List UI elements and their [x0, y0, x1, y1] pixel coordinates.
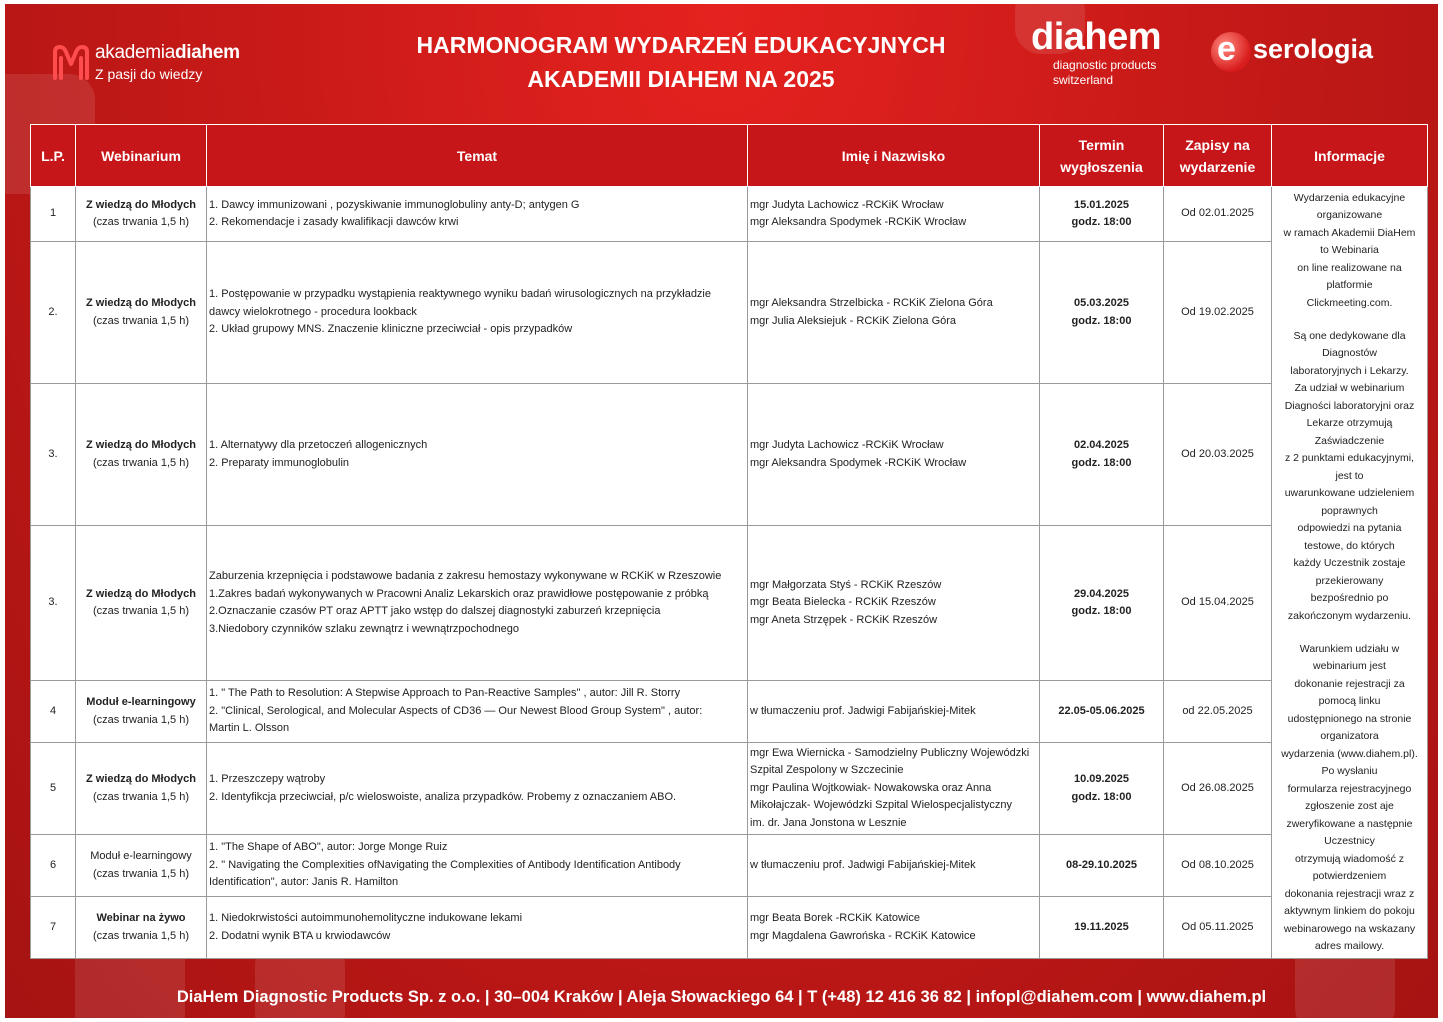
cell-topic	[207, 242, 748, 384]
cell-info	[1272, 187, 1428, 959]
diahem-logo	[1031, 18, 1211, 88]
speaker-line: w tłumaczeniu prof. Jadwigi Fabijańskiej-Mitek	[750, 858, 976, 871]
topic-line: 1. Postępowanie w przypadku wystąpienia reaktywnego wyniku badań wirusologicznych na przykładzie	[209, 288, 711, 301]
topic-line: 1. "The Shape of ABO", autor: Jorge Monge Ruiz	[209, 841, 448, 854]
topic-line: 3.Niedobory czynników szlaku zewnątrz i wewnątrzpochodnego	[209, 622, 519, 635]
term-time: godz. 18:00	[1071, 605, 1132, 617]
diahem-subtitle-1: diagnostic products	[1053, 58, 1157, 72]
webinar-type: Z wiedzą do Młodych	[85, 587, 196, 600]
term-date: 15.01.2025	[1073, 198, 1130, 211]
info-line: każdy Uczestnik zostaje	[1293, 557, 1406, 569]
diahem-wordmark: diahem	[1031, 16, 1162, 58]
cell-lp	[31, 743, 76, 835]
lp-value: 4	[49, 704, 57, 717]
info-line: Wydarzenia edukacyjne	[1293, 191, 1406, 204]
signup-date: Od 19.02.2025	[1181, 305, 1254, 318]
cell-signup	[1164, 835, 1272, 897]
cell-webinar	[76, 384, 207, 526]
speaker-line: mgr Aleksandra Strzelbicka - RCKiK Zielona Góra	[750, 297, 993, 309]
info-line: dokonania rejestracji wraz z	[1284, 887, 1415, 900]
cell-speakers	[748, 681, 1040, 743]
info-line: zakończonym wydarzeniu.	[1287, 609, 1412, 622]
diahem-subtitle-2: switzerland	[1053, 73, 1114, 87]
table-body	[31, 187, 1428, 959]
lp-value: 2.	[48, 305, 58, 318]
cell-lp	[31, 681, 76, 743]
topic-line: 1. Przeszczepy wątroby	[209, 773, 326, 785]
cell-speakers	[748, 384, 1040, 526]
webinar-duration: (czas trwania 1,5 h)	[93, 216, 189, 228]
topic-line: 2. Układ grupowy MNS. Znaczenie kliniczne przeciwciał - opis przypadków	[209, 323, 573, 336]
lp-value: 1	[49, 207, 57, 220]
col-header-term: Termin wygłoszenia	[1040, 125, 1164, 187]
speaker-line: mgr Aleksandra Spodymek -RCKiK Wrocław	[750, 456, 967, 469]
webinar-type: Webinar na żywo	[96, 912, 186, 924]
table-row	[31, 242, 1428, 384]
cell-speakers	[748, 743, 1040, 835]
info-line: bezpośrednio po	[1310, 592, 1389, 604]
webinar-duration: (czas trwania 1,5 h)	[93, 867, 189, 880]
cell-webinar	[76, 897, 207, 959]
term-date: 29.04.2025	[1073, 587, 1130, 600]
signup-date: Od 15.04.2025	[1181, 596, 1254, 609]
cell-term	[1040, 681, 1164, 743]
signup-date: Od 02.01.2025	[1181, 207, 1254, 220]
cell-term	[1040, 384, 1164, 526]
speaker-line: w tłumaczeniu prof. Jadwigi Fabijańskiej-Mitek	[750, 704, 976, 717]
term-date: 08-29.10.2025	[1066, 858, 1137, 871]
table-row	[31, 681, 1428, 743]
signup-date: od 22.05.2025	[1182, 704, 1253, 717]
col-header-topic: Temat	[207, 125, 748, 187]
info-line: zgłoszenie zost aje	[1305, 800, 1394, 812]
info-line: Po wysłaniu	[1321, 765, 1378, 777]
cell-term	[1040, 743, 1164, 835]
webinar-duration: (czas trwania 1,5 h)	[93, 713, 189, 726]
cell-signup	[1164, 187, 1272, 242]
topic-line: 1. Dawcy immunizowani , pozyskiwanie immunoglobuliny anty-D; antygen G	[209, 198, 580, 211]
info-line: formularza rejestracyjnego	[1287, 782, 1412, 795]
table-row	[31, 897, 1428, 959]
topic-line: dawcy wielokrotnego - procedura lookback	[209, 305, 417, 318]
schedule-table	[30, 124, 1428, 959]
akademia-brand: akademiadiahem	[95, 42, 240, 63]
cell-topic	[207, 681, 748, 743]
cell-topic	[207, 743, 748, 835]
speaker-line: mgr Aneta Strzępek - RCKiK Rzeszów	[750, 613, 938, 626]
footer-contact: DiaHem Diagnostic Products Sp. z o.o. | 30–004 Kraków | Aleja Słowackiego 64 | T (+48) 12 416 36 82 | infopl@diahem.com | www.diahem.pl	[176, 988, 1267, 1006]
cell-webinar	[76, 835, 207, 897]
speaker-line: mgr Magdalena Gawrońska - RCKiK Katowice	[750, 929, 976, 942]
topic-line: 2. Preparaty immunoglobulin	[209, 456, 350, 469]
table-row	[31, 835, 1428, 897]
lp-value: 7	[49, 920, 57, 933]
col-header-name: Imię i Nazwisko	[748, 125, 1040, 187]
serologia-e: e	[1217, 30, 1236, 68]
info-line: Są one dedykowane dla	[1293, 329, 1406, 342]
info-line: Diagności laboratoryjni oraz	[1284, 399, 1415, 412]
topic-line: 2. Identyfikcja przeciwciał, p/c wieloswoiste, analiza przypadków. Probemy z oznaczaniem ABO.	[209, 790, 677, 803]
term-date: 10.09.2025	[1073, 773, 1130, 785]
webinar-duration: (czas trwania 1,5 h)	[93, 456, 189, 469]
info-line: platformie	[1326, 279, 1373, 291]
info-line: z 2 punktami edukacyjnymi,	[1285, 452, 1414, 464]
webinar-type: Moduł e-learningowy	[86, 696, 196, 708]
info-line: Clickmeeting.com.	[1306, 296, 1393, 309]
cell-term	[1040, 897, 1164, 959]
cell-speakers	[748, 526, 1040, 681]
speaker-line: mgr Beata Bielecka - RCKiK Rzeszów	[750, 596, 936, 609]
info-line: odpowiedzi na pytania	[1297, 522, 1402, 534]
e-serologia-logo	[1211, 28, 1411, 76]
cell-webinar	[76, 743, 207, 835]
info-line: przekierowany	[1315, 574, 1384, 587]
col-header-webinar: Webinarium	[76, 125, 207, 187]
cell-term	[1040, 187, 1164, 242]
info-line: organizatora	[1320, 730, 1379, 742]
speaker-line: mgr Ewa Wiernicka - Samodzielny Publiczny Wojewódzki	[750, 746, 1030, 759]
speaker-line: mgr Małgorzata Styś - RCKiK Rzeszów	[750, 578, 942, 591]
speaker-line: mgr Paulina Wojtkowiak- Nowakowska oraz Anna	[750, 781, 992, 794]
cell-term	[1040, 835, 1164, 897]
cell-topic	[207, 897, 748, 959]
cell-term	[1040, 242, 1164, 384]
cell-lp	[31, 187, 76, 242]
lp-value: 5	[49, 781, 57, 794]
cell-webinar	[76, 526, 207, 681]
akademia-logo-icon	[51, 44, 91, 82]
info-line: to Webinaria	[1320, 244, 1379, 256]
info-line: udostępnionego na stronie	[1287, 712, 1412, 725]
info-line: Warunkiem udziału w	[1299, 642, 1400, 655]
table-header-row	[31, 125, 1428, 187]
cell-speakers	[748, 187, 1040, 242]
term-time: godz. 18:00	[1071, 216, 1132, 228]
info-line: jest to	[1335, 469, 1364, 482]
info-line: testowe, do których	[1304, 539, 1395, 552]
table-row	[31, 743, 1428, 835]
info-line: zweryfikowane a następnie	[1286, 817, 1413, 830]
title-line-1: HARMONOGRAM WYDARZEŃ EDUKACYJNYCH	[416, 32, 946, 58]
cell-topic	[207, 526, 748, 681]
topic-line: 2. Rekomendacje i zasady kwalifikacji dawców krwi	[209, 216, 459, 228]
col-header-info: Informacje	[1272, 125, 1428, 187]
cell-signup	[1164, 897, 1272, 959]
topic-line: 2. "Clinical, Serological, and Molecular Aspects of CD36 — Our Newest Blood Group System" , autor:	[209, 704, 703, 717]
topic-line: Identification", autor: Janis R. Hamilton	[209, 876, 399, 889]
page-background	[5, 4, 1438, 1018]
webinar-type: Z wiedzą do Młodych	[85, 773, 196, 785]
cell-signup	[1164, 242, 1272, 384]
cell-signup	[1164, 681, 1272, 743]
info-line: Diagnostów	[1322, 347, 1377, 359]
term-date: 22.05-05.06.2025	[1058, 704, 1145, 717]
signup-date: Od 05.11.2025	[1181, 920, 1254, 933]
speaker-line: mgr Judyta Lachowicz -RCKiK Wrocław	[750, 439, 944, 451]
webinar-duration: (czas trwania 1,5 h)	[93, 314, 189, 327]
speaker-line: mgr Judyta Lachowicz -RCKiK Wrocław	[750, 198, 944, 211]
cell-lp	[31, 384, 76, 526]
speaker-line: im. dr. Jana Jonstona w Lesznie	[750, 816, 907, 829]
cell-lp	[31, 242, 76, 384]
topic-line: 2. " Navigating the Complexities ofNavigating the Complexities of Antibody Identification Antibody	[209, 858, 681, 871]
akademia-tagline: Z pasji do wiedzy	[95, 66, 203, 82]
term-date: 05.03.2025	[1073, 297, 1130, 309]
lp-value: 3.	[48, 596, 58, 609]
title-line-2: AKADEMII DIAHEM NA 2025	[527, 66, 835, 92]
cell-topic	[207, 187, 748, 242]
table-row	[31, 384, 1428, 526]
cell-term	[1040, 526, 1164, 681]
speaker-line: Szpital Zespolony w Szczecinie	[750, 764, 904, 777]
info-line: Za udział w webinarium	[1294, 382, 1405, 394]
term-date: 19.11.2025	[1074, 920, 1129, 933]
col-header-lp: L.P.	[31, 125, 76, 187]
page-title	[375, 28, 987, 96]
speaker-line: Mikołajczak- Wojewódzki Szpital Wielospecjalistyczny	[750, 799, 1013, 812]
topic-line: Zaburzenia krzepnięcia i podstawowe badania z zakresu hemostazy wykonywane w RCKiK w Rzeszowie	[209, 570, 722, 582]
speaker-line: mgr Beata Borek -RCKiK Katowice	[750, 912, 920, 924]
term-time: godz. 18:00	[1071, 790, 1132, 803]
info-line: adres mailowy.	[1314, 940, 1385, 952]
info-line: otrzymują wiadomość z	[1294, 852, 1405, 865]
cell-webinar	[76, 242, 207, 384]
term-date: 02.04.2025	[1073, 439, 1130, 451]
cell-topic	[207, 835, 748, 897]
term-time: godz. 18:00	[1071, 456, 1132, 469]
table-row	[31, 187, 1428, 242]
cell-signup	[1164, 743, 1272, 835]
table-row	[31, 526, 1428, 681]
cell-signup	[1164, 384, 1272, 526]
webinar-duration: (czas trwania 1,5 h)	[93, 790, 189, 803]
info-line: on line realizowane na	[1297, 261, 1402, 274]
akademia-diahem-logo	[51, 42, 271, 92]
webinar-duration: (czas trwania 1,5 h)	[93, 929, 189, 942]
topic-line: 1. " The Path to Resolution: A Stepwise Approach to Pan-Reactive Samples" , autor: Jill R. Storry	[209, 687, 681, 700]
info-line: Zaświadczenie	[1314, 434, 1385, 447]
info-line: laboratoryjnych i Lekarzy.	[1290, 364, 1409, 377]
cell-webinar	[76, 187, 207, 242]
signup-date: Od 08.10.2025	[1181, 858, 1254, 871]
lp-value: 3.	[48, 447, 58, 460]
cell-speakers	[748, 897, 1040, 959]
info-line: potwierdzeniem	[1312, 870, 1387, 882]
info-line	[1274, 625, 1425, 641]
signup-date: Od 26.08.2025	[1181, 781, 1254, 794]
serologia-wordmark: serologia	[1253, 34, 1374, 64]
lp-value: 6	[49, 858, 57, 871]
info-line: webinarowego na wskazany	[1283, 922, 1416, 935]
speaker-line: mgr Julia Aleksiejuk - RCKiK Zielona Góra	[750, 314, 957, 327]
info-line: wydarzenia (www.diahem.pl).	[1281, 747, 1418, 760]
webinar-type: Z wiedzą do Młodych	[85, 439, 196, 451]
cell-speakers	[748, 242, 1040, 384]
col-header-signup: Zapisy na wydarzenie	[1164, 125, 1272, 187]
cell-topic	[207, 384, 748, 526]
topic-line: 1. Niedokrwistości autoimmunohemolityczne indukowane lekami	[209, 912, 523, 924]
topic-line: 1. Alternatywy dla przetoczeń allogenicznych	[209, 439, 428, 451]
info-line: organizowane	[1316, 209, 1383, 221]
topic-line: 2. Dodatni wynik BTA u krwiodawców	[209, 929, 391, 942]
webinar-type: Z wiedzą do Młodych	[85, 198, 196, 211]
speaker-line: mgr Aleksandra Spodymek -RCKiK Wrocław	[750, 216, 967, 228]
topic-line: Martin L. Olsson	[209, 722, 290, 735]
cell-signup	[1164, 526, 1272, 681]
webinar-type: Moduł e-learningowy	[90, 850, 192, 862]
term-time: godz. 18:00	[1071, 314, 1132, 327]
topic-line: 2.Oznaczanie czasów PT oraz APTT jako wstęp do dalszej diagnostyki zaburzeń krzepnięcia	[209, 605, 661, 617]
cell-lp	[31, 835, 76, 897]
webinar-duration: (czas trwania 1,5 h)	[93, 605, 189, 617]
info-line: pomocą linku	[1318, 695, 1381, 707]
info-line: uwarunkowane udzieleniem	[1284, 487, 1415, 499]
cell-webinar	[76, 681, 207, 743]
info-line: w ramach Akademii DiaHem	[1283, 226, 1416, 239]
cell-lp	[31, 897, 76, 959]
signup-date: Od 20.03.2025	[1181, 447, 1254, 460]
cell-speakers	[748, 835, 1040, 897]
info-line: Lekarze otrzymują	[1306, 417, 1393, 429]
info-line: aktywnym linkiem do pokoju	[1284, 905, 1415, 917]
info-line	[1274, 312, 1425, 328]
info-line: webinarium jest	[1313, 660, 1386, 672]
cell-lp	[31, 526, 76, 681]
info-line: dokonanie rejestracji za	[1294, 677, 1405, 690]
info-line: poprawnych	[1321, 504, 1378, 517]
info-line: Uczestnicy	[1324, 835, 1375, 847]
topic-line: 1.Zakres badań wykonywanych w Pracowni Analiz Lekarskich oraz prawidłowe postępowanie z próbką	[209, 587, 709, 600]
webinar-type: Z wiedzą do Młodych	[85, 297, 196, 309]
